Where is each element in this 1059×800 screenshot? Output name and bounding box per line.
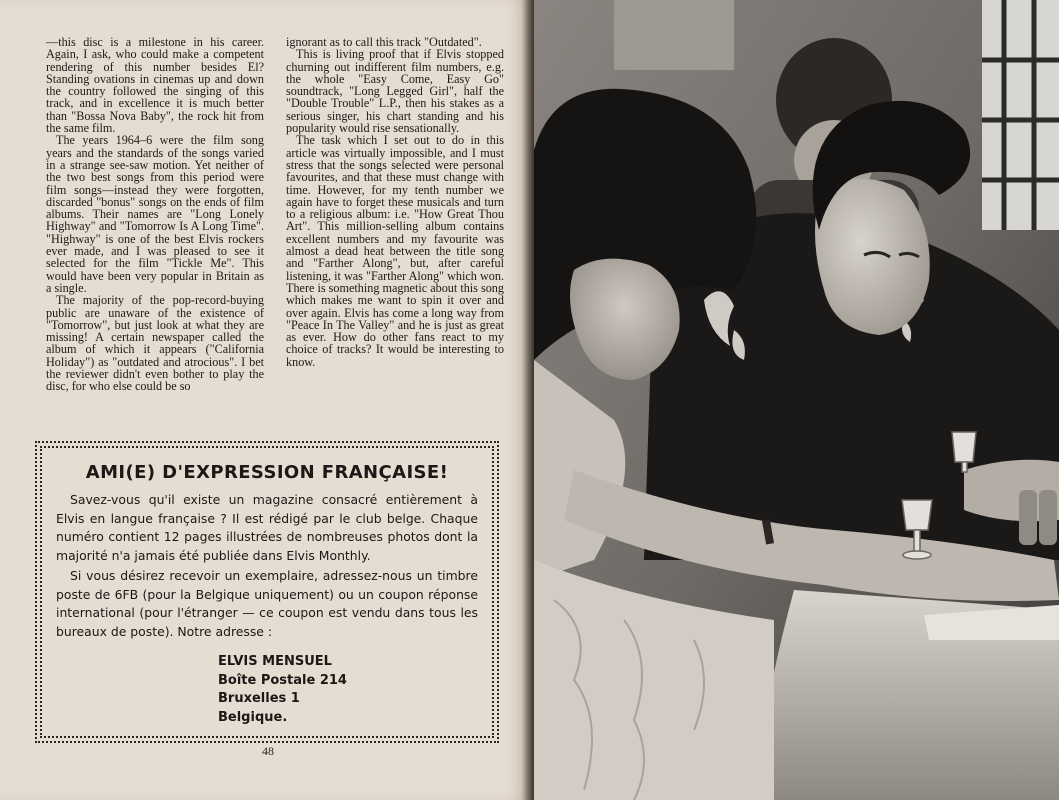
article-paragraph: The years 1964–6 were the film song years and the standards of the songs varied in a strange see-saw motion. Yet neither of the two best songs from this period were film songs—instead they were forgotten, discarded "bonus" songs on the ends of film albums. Their names are "Long Lonely Highway" and "Tomorrow Is A Long Time". "Highway" is one of the best Elvis rockers ever made, and I was pleased to see it selected for the film "Tickle Me". This would have been very popular in Britain as a single. xyxy=(46,133,264,295)
article-paragraph: ignorant as to call this track "Outdated". xyxy=(286,35,482,49)
right-page xyxy=(534,0,1059,800)
article-paragraph: —this disc is a milestone in his career. Again, I ask, who could make a competent rendering of this number besides El? Standing ovations in cinemas up and down the country followed the singing of this track, and in excellence it is much better than "Bossa Nova Baby", the rock hit from the same film. xyxy=(46,35,264,136)
left-page xyxy=(0,0,528,800)
advert-address xyxy=(218,653,478,727)
address-line: Bruxelles 1 xyxy=(218,691,300,706)
film-still-photo xyxy=(534,0,1059,800)
article-paragraph: This is living proof that if Elvis stopped churning out indifferent film numbers, e.g. the whole "Easy Come, Easy Go" soundtrack, "Long Legged Girl", half the "Double Trouble" L.P., then his stakes as a serious singer, his chart standing and his popularity would rise sensationally. xyxy=(286,47,504,136)
page-number: 48 xyxy=(262,744,274,758)
article-column-1 xyxy=(46,36,264,393)
advert-paragraph-1: Savez-vous qu'il existe un magazine consacré entièrement à Elvis en langue française ? Il est rédigé par le club belge. Chaque numéro contient 12 pages illustrées de nombreuses photos dont la majorité n'a jamais été publiée dans Elvis Monthly. xyxy=(56,492,478,563)
address-line: Boîte Postale 214 xyxy=(218,672,347,688)
advert-title: AMI(E) D'EXPRESSION FRANÇAISE! xyxy=(85,462,449,483)
article-paragraph: The task which I set out to do in this article was virtually impossible, and I must stress that the songs selected were personal favourites, and that these must change with time. However, for my tenth number we again have to forget these musicals and turn to a religious album: i.e. "How Great Thou Art". This million-selling album contains excellent numbers and my favourite was almost a dead heat between the title song and "Farther Along", but, after careful listening, it was "Farther Along" which won. There is something magnetic about this song which makes me want to spin it over and over again. Elvis has come a long way from "Peace In The Valley" and he is just as great as ever. How do other fans react to my choice of tracks? It would be interesting to know. xyxy=(286,133,504,369)
address-line: ELVIS MENSUEL xyxy=(218,654,332,669)
article-paragraph: The majority of the pop-record-buying public are unaware of the existence of "Tomorrow", but just look at what they are missing! A certain newspaper called the album of which it appears ("California Holiday") as "outdated and atrocious". I bet the reviewer didn't even bother to play the disc, for who else could be so xyxy=(46,293,264,394)
article-column-2 xyxy=(286,36,504,368)
french-club-advert xyxy=(40,446,494,738)
address-line: Belgique. xyxy=(218,709,288,725)
advert-paragraph-2: Si vous désirez recevoir un exemplaire, adressez-nous un timbre poste de 6FB (pour la Belgique uniquement) ou un coupon réponse international (pour l'étranger — ce coupon est vendu dans tous les bureaux de poste). Notre adresse : xyxy=(56,568,478,639)
book-gutter xyxy=(522,0,534,800)
